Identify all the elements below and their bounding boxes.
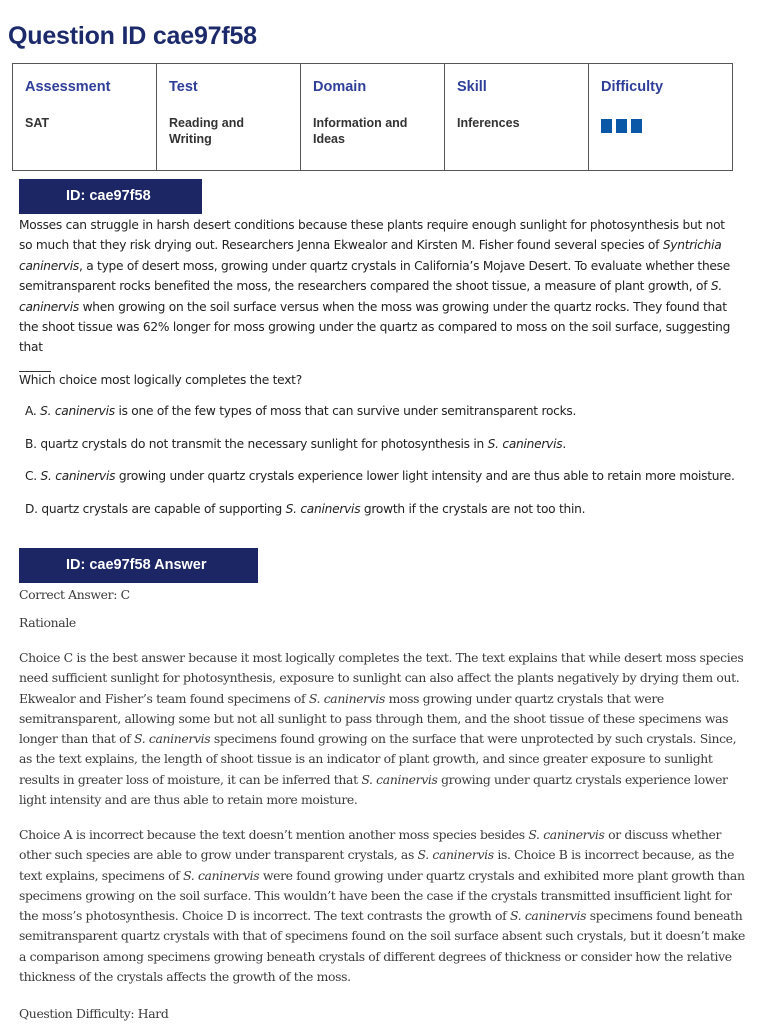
question-metadata-table	[12, 63, 733, 171]
meta-value-domain: Information and Ideas	[313, 116, 408, 146]
choice-d-label: D. quartz crystals are capable of supporting	[25, 502, 286, 516]
page-title: Question ID cae97f58	[8, 22, 257, 50]
meta-header-difficulty: Difficulty	[601, 79, 664, 95]
rationale1-text-1: Choice C is the best answer because it most logically completes the text. The text explains that while desert moss species need sufficient sunlight for photosynthesis, exposure to sunlight can also affect the plants negatively by drying them out. Ekwealor and Fisher’s team found specimens of	[19, 650, 744, 706]
choice-c-italic: S. caninervis	[40, 469, 116, 483]
passage-text-3: when growing on the soil surface versus when the moss was growing under the quartz rocks. They found that the shoot tissue was 62% longer for moss growing under the quartz as compared to moss on the soil surface, suggesting that	[19, 299, 731, 355]
rationale2-italic-4: S. caninervis	[509, 908, 587, 924]
rationale-paragraph-1	[19, 648, 749, 810]
choice-a-label: A.	[25, 404, 41, 418]
choice-d[interactable]	[25, 502, 585, 516]
rationale1-text-4: growing under quartz crystals experience lower light intensity and are thus able to retain more moisture.	[19, 771, 728, 808]
question-difficulty: Question Difficulty: Hard	[19, 1006, 169, 1021]
choice-b-label: B. quartz crystals do not transmit the necessary sunlight for photosynthesis in	[25, 437, 488, 451]
choice-b[interactable]	[25, 437, 566, 451]
passage-species-abbrev: S. caninervis	[19, 279, 722, 314]
difficulty-bar	[601, 119, 612, 133]
choice-c[interactable]	[25, 469, 735, 483]
rationale2-italic-1: S. caninervis	[528, 827, 605, 842]
passage-species-name: Syntrichia caninervis	[19, 238, 722, 273]
rationale2-text-1: Choice A is incorrect because the text doesn’t mention another moss species besides	[19, 827, 529, 842]
rationale1-italic-2: S. caninervis	[134, 731, 211, 747]
rationale1-text-2: moss growing under quartz crystals that were semitransparent, allowing some but not all sunlight to pass through them, and the shoot tissue of these specimens was longer than that of	[19, 690, 729, 747]
answer-blank	[19, 359, 51, 372]
rationale1-text-3: specimens found growing on the surface that were unprotected by such crystals. Since, as the text explains, the length of shoot tissue is an indicator of plant growth, and since greater exposure to sunlight results in greater loss of moisture, it can be inferred that	[19, 731, 737, 787]
choice-d-italic: S. caninervis	[285, 502, 361, 516]
rationale2-text-3: is. Choice B is incorrect because, as the text explains, specimens of	[19, 847, 735, 883]
meta-cell-assessment	[13, 64, 157, 171]
rationale-paragraph-2	[19, 825, 749, 987]
rationale1-italic-1: S. caninervis	[308, 690, 386, 706]
question-prompt: Which choice most logically completes the text?	[19, 373, 302, 387]
meta-header-assessment: Assessment	[25, 79, 111, 95]
meta-cell-test	[157, 64, 301, 171]
rationale2-text-4: were found growing under quartz crystals and exhibited more plant growth than specimens growing on the soil surface. This wouldn’t have been the case if the crystals transmitted insufficient light for the moss’s photosynthesis. Choice D is incorrect. The text contrasts the growth of	[19, 867, 745, 924]
rationale2-text-5: specimens found beneath semitransparent quartz crystals with that of specimens found on the soil surface absent such crystals, but it doesn’t make a comparison among specimens growing beneath crystals of different degrees of thickness or consider how the relative thickness of the crystals affects the growth of the moss.	[19, 908, 746, 985]
question-passage	[19, 215, 741, 378]
answer-id-banner: ID: cae97f58 Answer	[19, 548, 258, 583]
rationale1-italic-3: S. caninervis	[361, 771, 438, 787]
difficulty-indicator	[601, 119, 720, 133]
meta-value-test: Reading and Writing	[169, 116, 245, 146]
choice-c-label: C.	[25, 469, 41, 483]
meta-cell-skill	[445, 64, 589, 171]
rationale2-italic-3: S. caninervis	[183, 867, 260, 883]
rationale-heading: Rationale	[19, 615, 76, 630]
meta-header-domain: Domain	[313, 79, 367, 95]
meta-cell-domain	[301, 64, 445, 171]
difficulty-bar	[631, 119, 642, 133]
choice-a-italic: S. caninervis	[40, 404, 115, 418]
passage-text-2: , a type of desert moss, growing under quartz crystals in California’s Mojave Desert. To evaluate whether these semitransparent rocks benefited the moss, the researchers compared the shoot tissue, a measure of plant growth, of	[19, 258, 731, 294]
meta-value-assessment: SAT	[25, 116, 50, 130]
choice-b-italic: S. caninervis	[487, 437, 563, 451]
difficulty-bar	[616, 119, 627, 133]
rationale2-italic-2: S. caninervis	[417, 847, 494, 863]
passage-text-1: Mosses can struggle in harsh desert conditions because these plants require enough sunlight for photosynthesis but not so much that they risk drying out. Researchers Jenna Ekwealor and Kirsten M. Fisher found several species of	[19, 218, 725, 253]
question-id-banner: ID: cae97f58	[19, 179, 202, 214]
rationale2-text-2: or discuss whether other such species are able to grow under transparent crystals, as	[19, 827, 722, 863]
correct-answer: Correct Answer: C	[19, 587, 130, 602]
choice-a[interactable]	[25, 404, 576, 418]
meta-cell-difficulty	[589, 64, 733, 171]
meta-header-test: Test	[169, 79, 198, 95]
meta-header-skill: Skill	[457, 79, 487, 95]
meta-value-skill: Inferences	[457, 116, 520, 130]
choice-d-text: growth if the crystals are not too thin.	[360, 502, 586, 516]
choice-c-text: growing under quartz crystals experience lower light intensity and are thus able to retain more moisture.	[115, 469, 735, 483]
choice-a-text: is one of the few types of moss that can survive under semitransparent rocks.	[114, 404, 577, 418]
choice-b-text: .	[562, 437, 566, 451]
